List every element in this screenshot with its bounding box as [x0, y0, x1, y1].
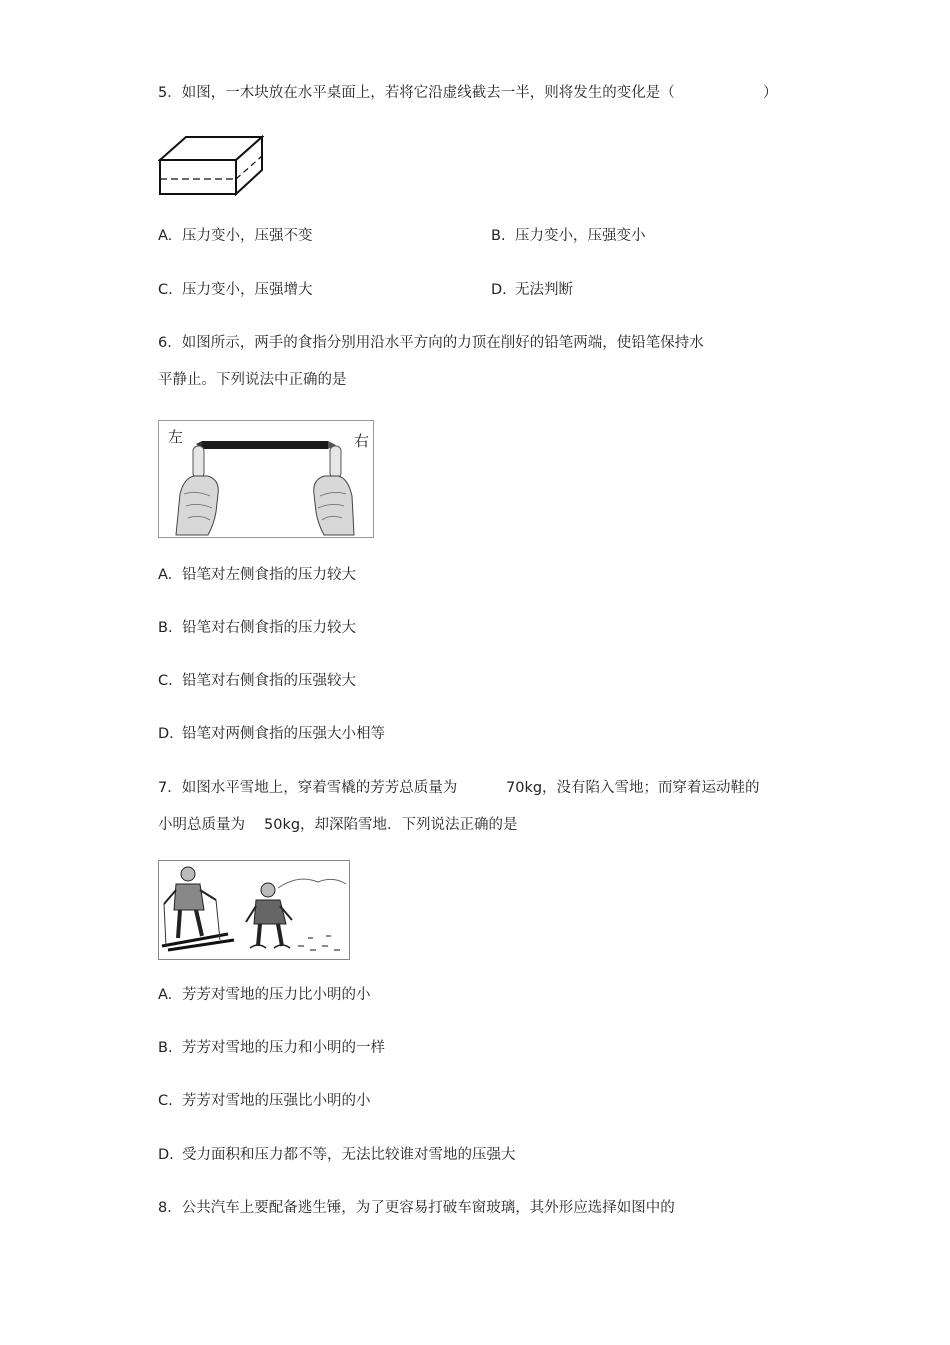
q6-option-d[interactable]: D. 铅笔对两侧食指的压强大小相等 [158, 726, 385, 742]
q6-pencil-fingers-figure [158, 420, 374, 538]
q5-option-d[interactable]: D. 无法判断 [491, 282, 573, 298]
q5-option-c[interactable]: C. 压力变小，压强增大 [158, 282, 313, 298]
q8-stem: 8．公共汽车上要配备逃生锤，为了更容易打破车窗玻璃，其外形应选择如图中的 [158, 1200, 675, 1216]
q6-right-label: 右 [354, 432, 370, 450]
q5-wood-block-figure [158, 134, 264, 196]
q7-stem-line2-b: 50kg，却深陷雪地．下列说法正确的是 [264, 817, 518, 833]
q6-stem-line1: 6．如图所示，两手的食指分别用沿水平方向的力顶在削好的铅笔两端，使铅笔保持水 [158, 335, 704, 351]
q7-stem-line2-a: 小明总质量为 [158, 817, 245, 833]
q7-stem-line1-b: 70kg，没有陷入雪地；而穿着运动鞋的 [506, 780, 760, 796]
q5-option-b[interactable]: B. 压力变小，压强变小 [491, 228, 646, 244]
q7-snow-figure [158, 860, 350, 960]
q6-option-a[interactable]: A. 铅笔对左侧食指的压力较大 [158, 567, 356, 583]
q6-option-c[interactable]: C. 铅笔对右侧食指的压强较大 [158, 673, 356, 689]
q5-close-paren: ） [763, 85, 778, 101]
q5-option-a[interactable]: A. 压力变小，压强不变 [158, 228, 313, 244]
q7-stem-line1-a: 7．如图水平雪地上，穿着雪橇的芳芳总质量为 [158, 780, 458, 796]
q7-option-a[interactable]: A. 芳芳对雪地的压力比小明的小 [158, 987, 371, 1003]
q5-stem: 5．如图，一木块放在水平桌面上，若将它沿虚线截去一半，则将发生的变化是（ [158, 85, 675, 101]
q6-stem-line2: 平静止。下列说法中正确的是 [158, 372, 347, 388]
q7-option-b[interactable]: B. 芳芳对雪地的压力和小明的一样 [158, 1040, 385, 1056]
q6-option-b[interactable]: B. 铅笔对右侧食指的压力较大 [158, 620, 356, 636]
q7-option-d[interactable]: D. 受力面积和压力都不等，无法比较谁对雪地的压强大 [158, 1147, 516, 1163]
q6-left-label: 左 [168, 428, 184, 446]
q7-option-c[interactable]: C. 芳芳对雪地的压强比小明的小 [158, 1093, 371, 1109]
